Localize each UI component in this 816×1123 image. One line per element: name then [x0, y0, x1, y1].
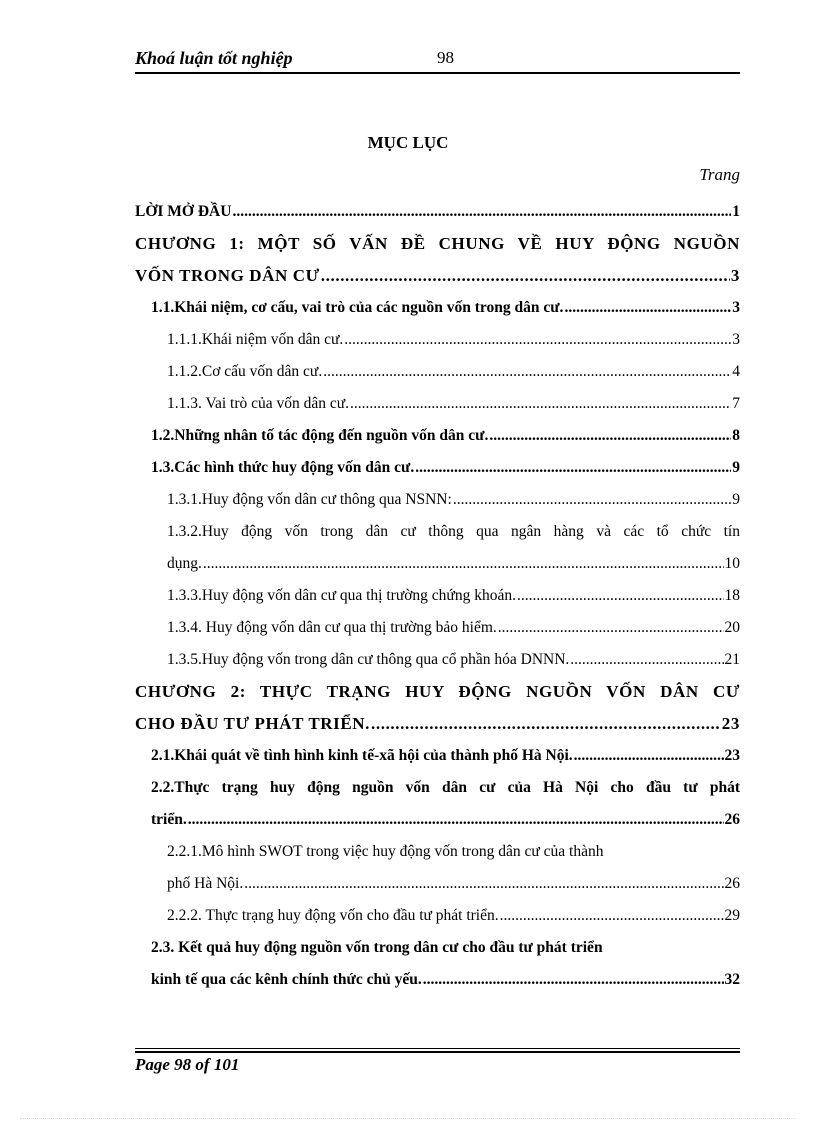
- toc-entry[interactable]: 1.3.Các hình thức huy động vốn dân cư. ..... 9: [135, 452, 740, 484]
- toc-title: MỤC LỤC: [367, 133, 449, 152]
- toc-entry[interactable]: 1.1.1.Khái niệm vốn dân cư. ..... 3: [135, 324, 740, 356]
- toc-entry[interactable]: CHO ĐẦU TƯ PHÁT TRIỂN. ..... 23: [135, 708, 740, 740]
- toc-entry[interactable]: 2.1.Khái quát về tình hình kinh tế-xã hội của thành phố Hà Nội. ..... 23: [135, 740, 740, 772]
- toc-entry[interactable]: 1.3.5.Huy động vốn trong dân cư thông qua cổ phần hóa DNNN. ..... 21: [135, 644, 740, 676]
- toc-entry-line1[interactable]: 2.3. Kết quả huy động nguồn vốn trong dân cư cho đầu tư phát triển: [151, 939, 603, 956]
- footer-page-label: Page 98 of 101: [135, 1055, 240, 1074]
- toc-entry[interactable]: 1.3.1.Huy động vốn dân cư thông qua NSNN: ..... 9: [135, 484, 740, 516]
- toc-entry[interactable]: triển. ..... 26: [135, 804, 740, 836]
- toc-entry[interactable]: 1.1.Khái niệm, cơ cấu, vai trò của các nguồn vốn trong dân cư. ..... 3: [135, 292, 740, 324]
- page-column-label: Trang: [699, 165, 740, 184]
- header-page-number: 98: [437, 48, 454, 67]
- page-bottom-border: [20, 1118, 796, 1119]
- table-of-contents: [135, 196, 740, 996]
- footer-rule: [135, 1048, 740, 1053]
- toc-entry-line1[interactable]: CHƯƠNG 2: THỰC TRẠNG HUY ĐỘNG NGUỒN VỐN DÂN CƯ: [135, 682, 740, 701]
- toc-entry[interactable]: 1.1.2.Cơ cấu vốn dân cư. ..... 4: [135, 356, 740, 388]
- toc-entry-line1[interactable]: 1.3.2.Huy động vốn trong dân cư thông qua ngân hàng và các tổ chức tín: [167, 523, 740, 540]
- toc-entry[interactable]: dụng. ..... 10: [135, 548, 740, 580]
- header-title: Khoá luận tốt nghiệp: [135, 48, 293, 68]
- toc-entry[interactable]: kinh tế qua các kênh chính thức chủ yếu. ..... 32: [135, 964, 740, 996]
- toc-entry[interactable]: phố Hà Nội. ..... 26: [135, 868, 740, 900]
- toc-entry-line1[interactable]: 2.2.1.Mô hình SWOT trong việc huy động vốn trong dân cư của thành: [167, 843, 604, 860]
- toc-entry[interactable]: 1.3.4. Huy động vốn dân cư qua thị trường bảo hiểm. ..... 20: [135, 612, 740, 644]
- toc-entry[interactable]: 1.2.Những nhân tố tác động đến nguồn vốn dân cư. ..... 8: [135, 420, 740, 452]
- toc-entry-line1[interactable]: CHƯƠNG 1: MỘT SỐ VẤN ĐỀ CHUNG VỀ HUY ĐỘNG NGUỒN: [135, 234, 740, 253]
- toc-entry[interactable]: 2.2.2. Thực trạng huy động vốn cho đầu tư phát triển. ..... 29: [135, 900, 740, 932]
- toc-entry[interactable]: VỐN TRONG DÂN CƯ ..... 3: [135, 260, 740, 292]
- toc-entry[interactable]: LỜI MỞ ĐẦU ..... 1: [135, 196, 740, 228]
- toc-entry[interactable]: 1.1.3. Vai trò của vốn dân cư. ..... 7: [135, 388, 740, 420]
- page-header: [135, 48, 740, 74]
- toc-entry[interactable]: 1.3.3.Huy động vốn dân cư qua thị trường chứng khoán. ..... 18: [135, 580, 740, 612]
- toc-entry-line1[interactable]: 2.2.Thực trạng huy động nguồn vốn dân cư của Hà Nội cho đầu tư phát: [151, 779, 740, 796]
